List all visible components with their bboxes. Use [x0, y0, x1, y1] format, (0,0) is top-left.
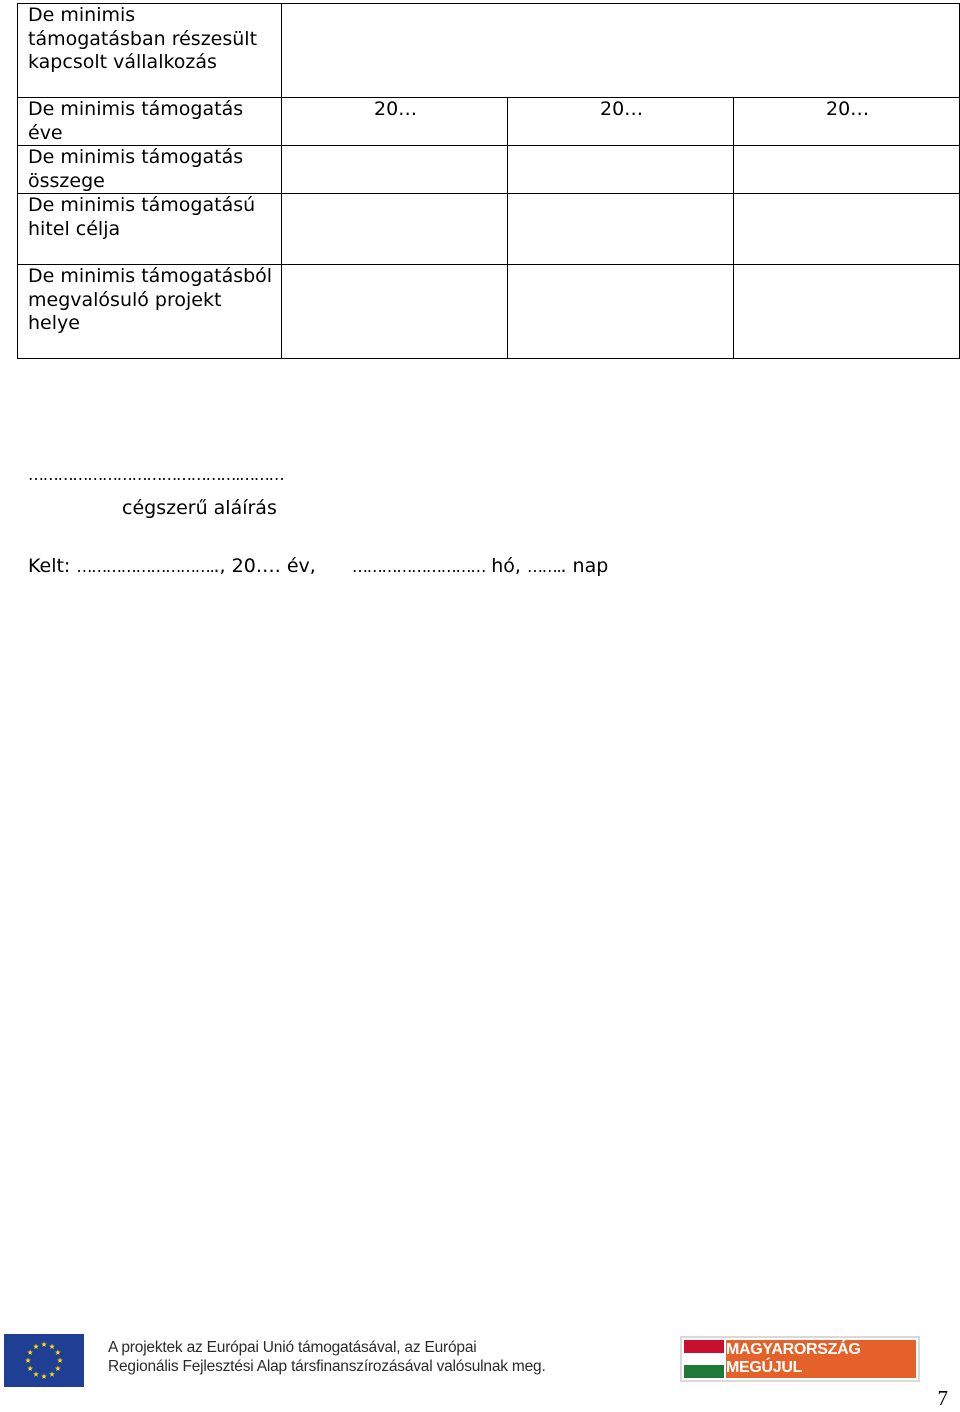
month-field[interactable]: ………………………	[351, 557, 486, 576]
row-label: De minimis támogatás éve	[18, 98, 282, 146]
signature-dots[interactable]: …………………………………….………	[28, 465, 284, 484]
signature-label: cégszerű aláírás	[122, 497, 277, 519]
year-cell[interactable]: 20…	[508, 98, 734, 146]
date-prefix: Kelt:	[28, 555, 71, 577]
table-row	[18, 4, 960, 98]
merged-value-cell[interactable]	[282, 4, 960, 98]
value-cell[interactable]	[282, 194, 508, 265]
value-cell[interactable]	[282, 265, 508, 359]
value-cell[interactable]	[734, 194, 960, 265]
table-row	[18, 146, 960, 194]
funding-line: Regionális Fejlesztési Alap társfinanszírozásával valósulnak meg.	[108, 1358, 546, 1375]
row-label: De minimis támogatásban részesült kapcsolt vállalkozás	[18, 4, 282, 98]
de-minimis-table	[17, 3, 960, 359]
day-suffix: . nap	[560, 555, 609, 577]
value-cell[interactable]	[282, 146, 508, 194]
table-row	[18, 265, 960, 359]
date-line	[28, 555, 608, 577]
year-cell[interactable]: 20…	[734, 98, 960, 146]
day-field[interactable]: …….	[526, 557, 561, 576]
row-label: De minimis támogatásból megvalósuló projekt helye	[18, 265, 282, 359]
row-label: De minimis támogatású hitel célja	[18, 194, 282, 265]
magyarorszag-megujul-logo	[680, 1336, 920, 1382]
table-row	[18, 194, 960, 265]
month-suffix: hó,	[491, 555, 521, 577]
value-cell[interactable]	[508, 146, 734, 194]
funding-note	[108, 1338, 546, 1376]
footer	[0, 1328, 960, 1392]
slogan: MAGYARORSZÁG MEGÚJUL	[726, 1340, 916, 1378]
value-cell[interactable]	[734, 265, 960, 359]
hungarian-flag-icon	[684, 1340, 724, 1378]
page-number: 7	[937, 1386, 948, 1410]
place-field[interactable]: ……………………….	[76, 557, 214, 576]
eu-flag-icon	[4, 1334, 84, 1387]
year-cell[interactable]: 20…	[282, 98, 508, 146]
value-cell[interactable]	[734, 146, 960, 194]
value-cell[interactable]	[508, 194, 734, 265]
funding-line: A projektek az Európai Unió támogatásával, az Európai	[108, 1339, 477, 1356]
value-cell[interactable]	[508, 265, 734, 359]
table-row	[18, 98, 960, 146]
year-part: ., 20…. év,	[213, 555, 316, 577]
row-label: De minimis támogatás összege	[18, 146, 282, 194]
